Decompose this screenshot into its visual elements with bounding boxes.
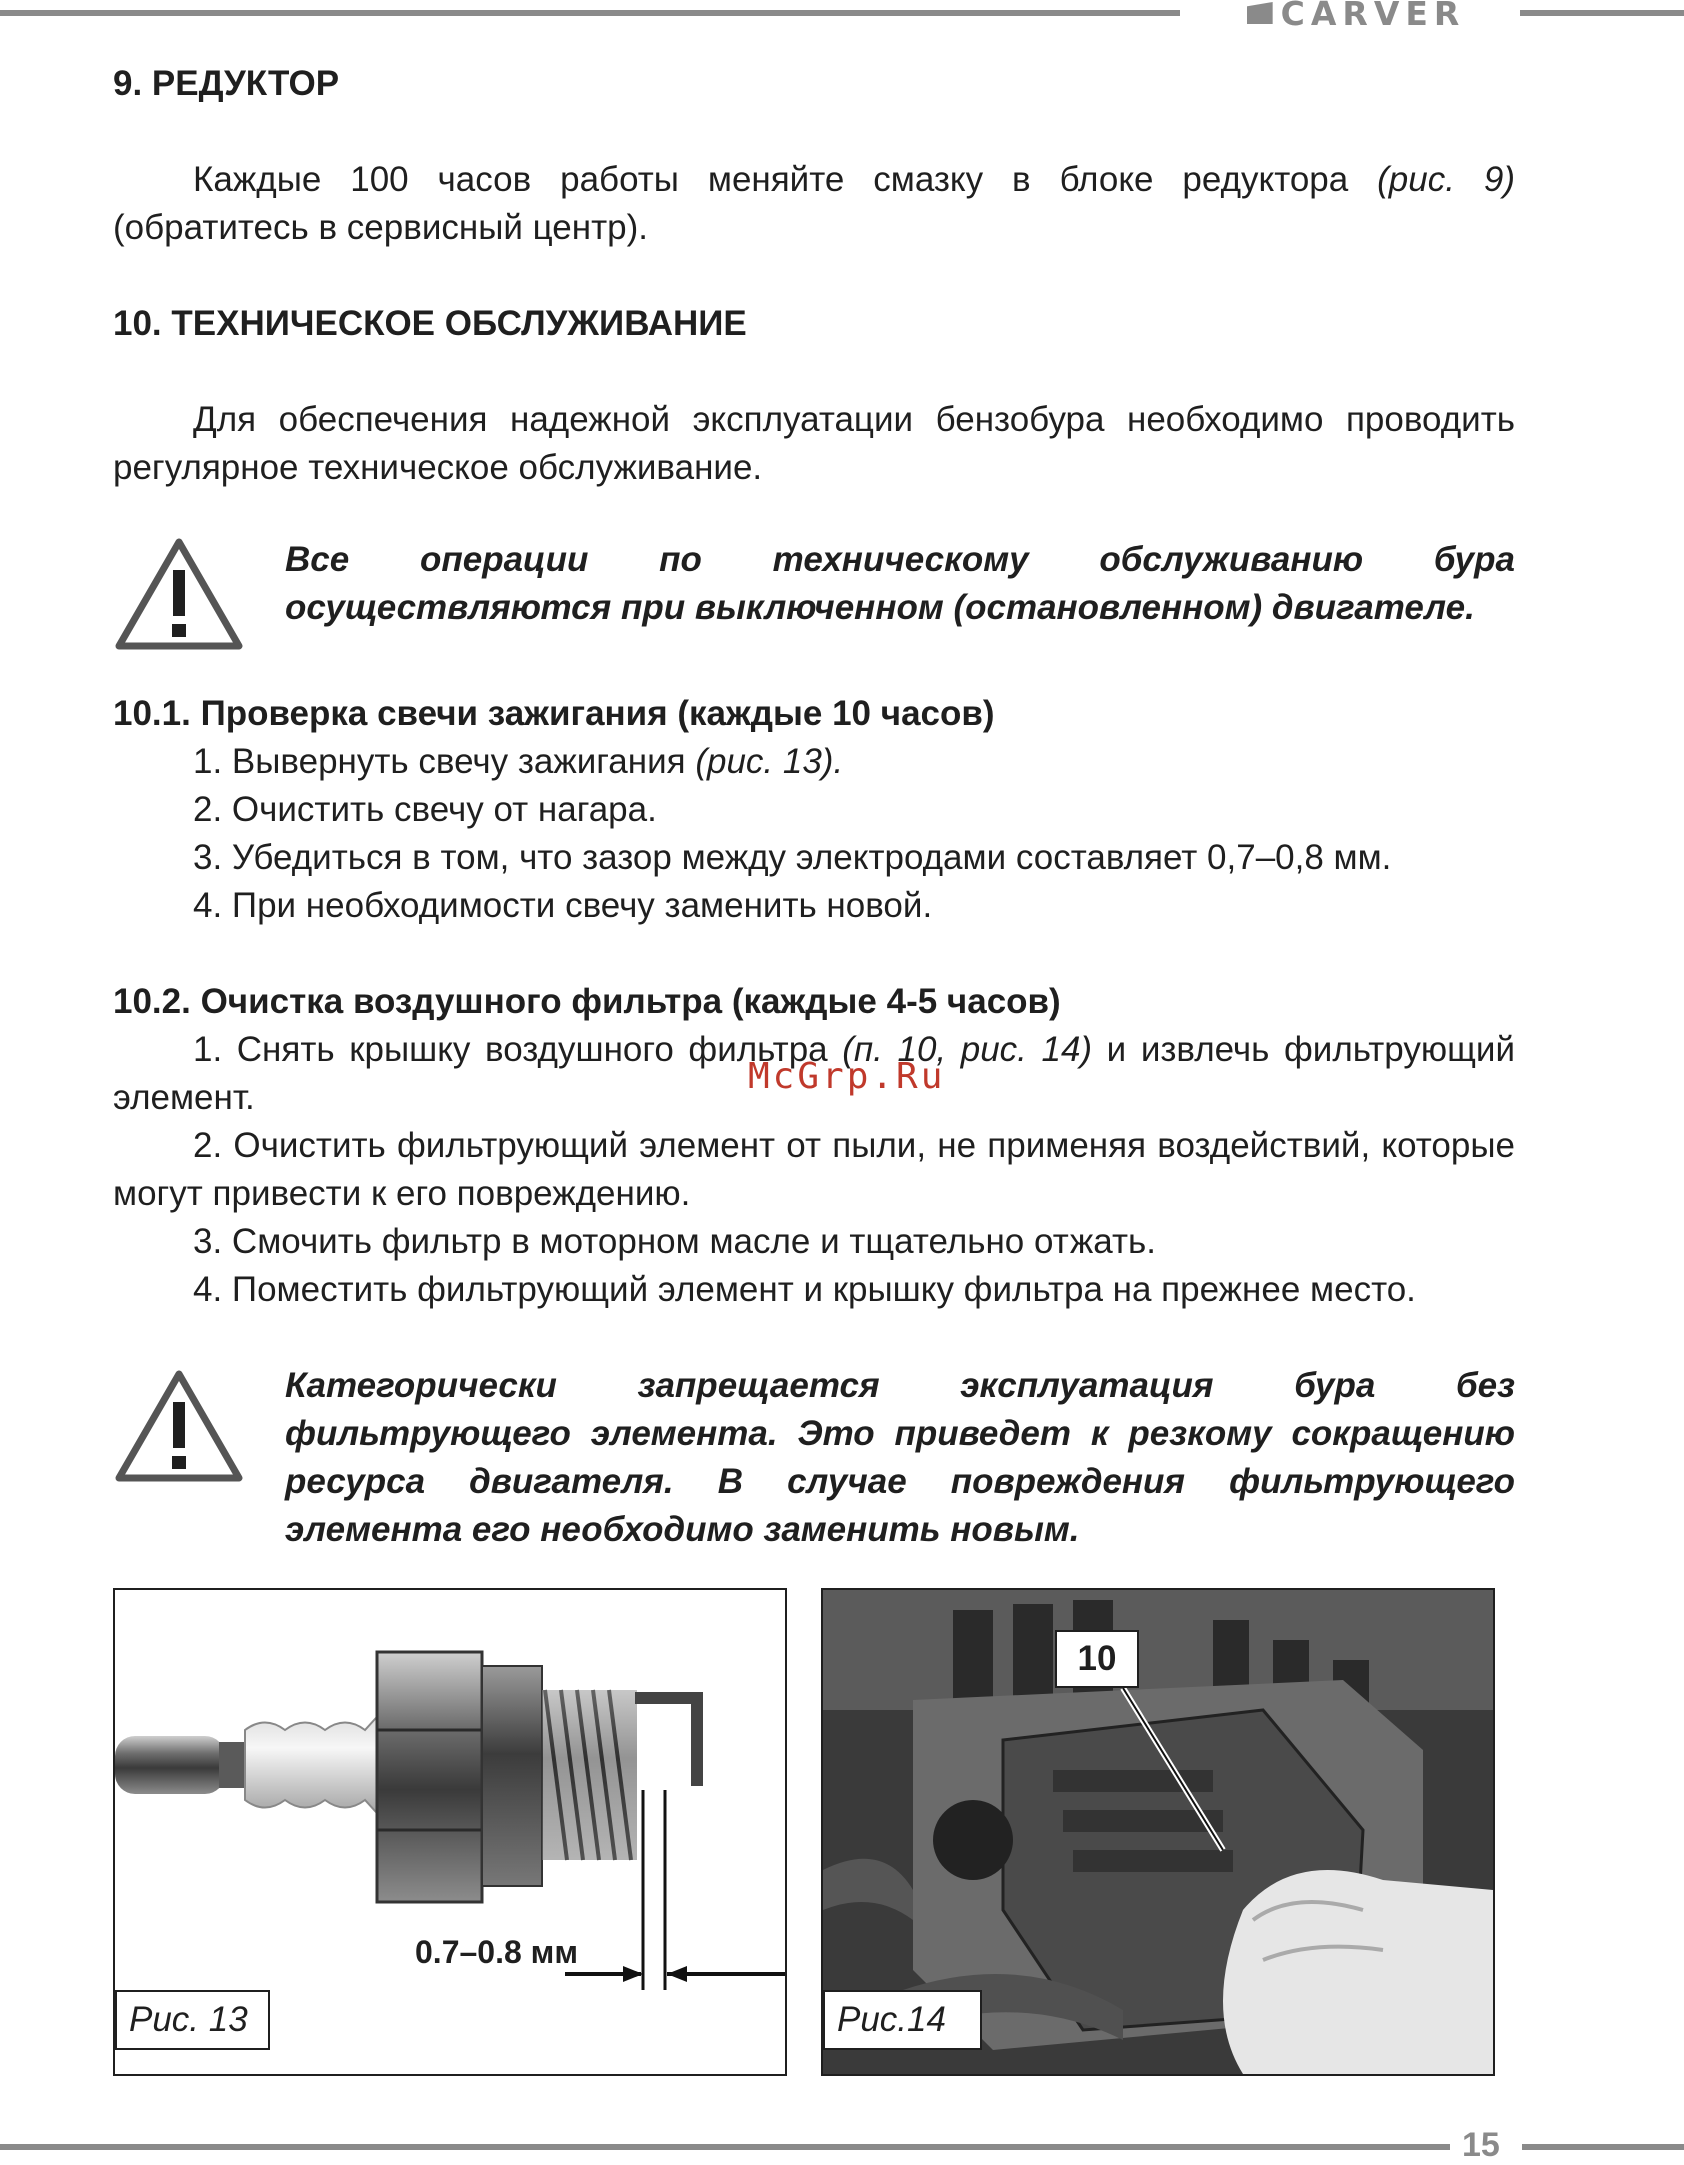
warning-block-1 xyxy=(113,536,1515,652)
list-item: 4. При необходимости свечу заменить новой. xyxy=(193,886,933,925)
gap-dimension-label: 0.7–0.8 мм xyxy=(415,1934,578,1970)
warning-block-2 xyxy=(113,1362,1515,1554)
brand-name: CARVER xyxy=(1280,0,1466,33)
figure-14 xyxy=(821,1588,1495,2076)
brand-mark-icon xyxy=(1247,2,1273,24)
section-10-intro: Для обеспечения надежной эксплуатации бензобура необходимо проводить регулярное техническое обслуживание. xyxy=(113,400,1515,487)
header-rule xyxy=(0,10,1180,16)
footer-rule xyxy=(0,2144,1450,2150)
warning-text-1: Все операции по техническому обслуживанию бура осуществляются при выключенном (остановленном) двигателе. xyxy=(285,540,1515,627)
section-10-1-title: 10.1. Проверка свечи зажигания (каждые 10 часов) xyxy=(113,694,995,733)
figure-ref: (рис. 13). xyxy=(695,742,844,781)
figure-ref: (п. 10, рис. 14) xyxy=(842,1030,1093,1069)
list-item: 2. Очистить фильтрующий элемент от пыли, не применяя воздействий, которые могут привести к его повреждению. xyxy=(113,1126,1515,1213)
warning-triangle-icon xyxy=(113,1368,245,1484)
list-item: 2. Очистить свечу от нагара. xyxy=(193,790,657,829)
figure-13-label: Рис. 13 xyxy=(115,1990,270,2050)
brand-logo xyxy=(1200,0,1512,33)
section-10-2-title: 10.2. Очистка воздушного фильтра (каждые 4-5 часов) xyxy=(113,982,1061,1021)
callout-part-number: 10 xyxy=(1055,1630,1139,1688)
list-item: 1. Вывернуть свечу зажигания (рис. 13). xyxy=(193,742,844,781)
list-item: 3. Убедиться в том, что зазор между электродами составляет 0,7–0,8 мм. xyxy=(193,838,1392,877)
list-item: 1. Снять крышку воздушного фильтра (п. 10, рис. 14) и извлечь фильтрующий элемент. xyxy=(113,1030,1516,1117)
figure-14-label: Рис.14 xyxy=(823,1990,982,2050)
section-9-title: 9. РЕДУКТОР xyxy=(113,64,340,103)
figure-13 xyxy=(113,1588,787,2076)
warning-triangle-icon xyxy=(113,536,245,652)
page-content xyxy=(113,60,1515,1554)
section-10-title: 10. ТЕХНИЧЕСКОЕ ОБСЛУЖИВАНИЕ xyxy=(113,304,747,343)
spark-plug-steps xyxy=(113,738,1515,930)
page-number: 15 xyxy=(1462,2126,1500,2164)
list-item: 3. Смочить фильтр в моторном масле и тщательно отжать. xyxy=(193,1222,1156,1261)
figure-ref: (рис. 9) xyxy=(1377,160,1516,199)
watermark: McGrp.Ru xyxy=(748,1056,946,1097)
section-9-paragraph: Каждые 100 часов работы меняйте смазку в блоке редуктора (рис. 9) (обратитесь в сервисный центр). xyxy=(113,160,1516,247)
warning-text-2: Категорически запрещается эксплуатация бура без фильтрующего элемента. Это приведет к резкому сокращению ресурса двигателя. В случае повреждения фильтрующего элемента его необходимо заменить новым. xyxy=(285,1366,1515,1549)
footer-rule-right xyxy=(1522,2144,1684,2150)
list-item: 4. Поместить фильтрующий элемент и крышку фильтра на прежнее место. xyxy=(193,1270,1416,1309)
header-rule-right xyxy=(1520,10,1684,16)
